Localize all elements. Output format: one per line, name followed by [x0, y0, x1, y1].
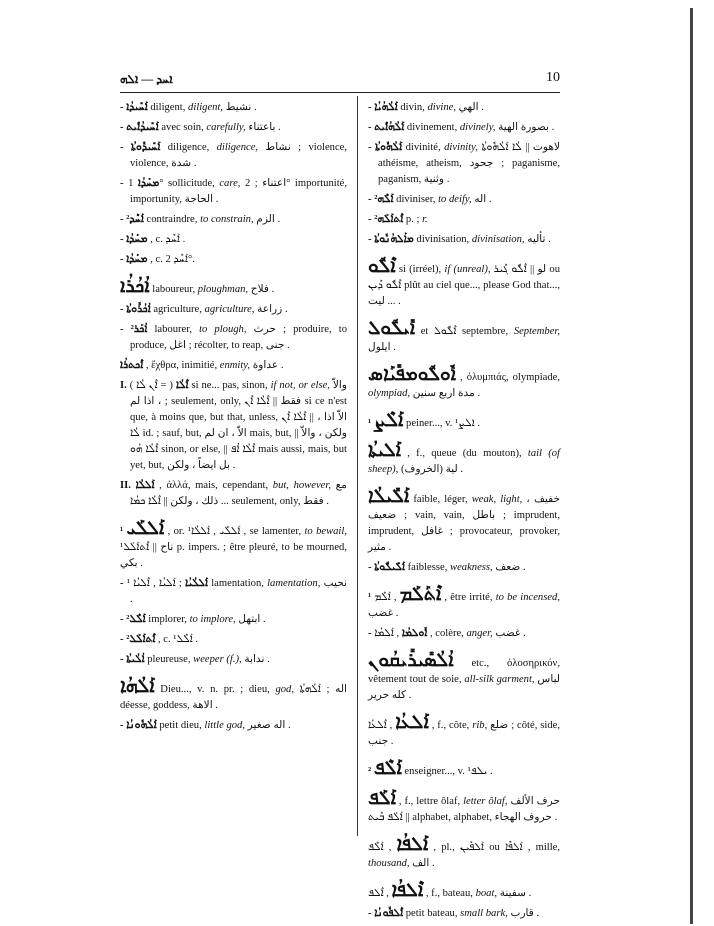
arabic-gloss: ناح || ܐܶܬܐܰܠܰܠ¹ p. impers. ; être pleuré, to be mourned, بكي .: [120, 542, 347, 569]
arabic-gloss: خفيف ، ضعيف ; vain, vain, باطل ; imprudent, imprudent, غافل ; provocateur, provoker, مثير .: [368, 494, 561, 553]
dictionary-entry: [120, 652, 347, 668]
arabic-gloss: نشيط .: [223, 102, 257, 113]
headword-syriac: ܐܳܟܳܪܳܐ: [120, 276, 150, 297]
arabic-gloss: اعتناء ; 2° importunité, importunity, الحاجة .: [130, 178, 347, 205]
english-gloss: divinity,: [444, 142, 478, 153]
definition-text: faiblesse,: [404, 562, 450, 573]
dictionary-entry: [120, 278, 347, 298]
definition-text: ; ܐܰܠܝܳܐ , ܐܶܠܝܳܐ ¹ lamentation,: [126, 578, 268, 589]
dictionary-entry: [368, 258, 560, 310]
right-column: [368, 100, 560, 926]
english-gloss: small bark,: [460, 908, 508, 919]
headword-syriac: ²ܐܶܬܐܰܠܰܗ: [374, 214, 404, 225]
english-gloss: all-silk garment,: [464, 674, 535, 685]
definition-text: , c.: [155, 634, 174, 645]
arabic-gloss: غضب .: [492, 628, 526, 639]
headword-syriac: ܡܐܰܠܗܳܢܽܘܬܳܐ: [374, 234, 414, 245]
english-gloss: boat,: [475, 888, 498, 899]
arabic-gloss: تأليه .: [524, 234, 551, 245]
entry-marker: ¹: [368, 418, 374, 429]
entry-marker: -: [368, 628, 375, 639]
headword-syriac: ܐܶܠܳܐ: [175, 380, 189, 391]
dictionary-entry: [368, 232, 560, 248]
dictionary-entry: [368, 836, 560, 872]
entry-marker: -: [120, 634, 127, 645]
headword-syriac: ܐܰܠܰܦ: [368, 788, 396, 809]
entry-marker: -: [120, 178, 129, 189]
dictionary-entry: [120, 176, 347, 208]
headword-syriac: ܐܰܠܝܬܳܐ: [368, 440, 402, 461]
entry-marker: -: [120, 720, 127, 731]
headword-syriac: ܐܰܠܳܗܳܐ: [120, 676, 155, 697]
arabic-gloss: حرث ; produire, to produce, اغل ; récolter, to reap, جنى .: [130, 324, 347, 351]
definition-text: , or. ¹ܐܰܠܠܺܝ , ܐܰܠܠܳܐ , se lamenter,: [164, 526, 305, 537]
english-gloss: anger,: [466, 628, 493, 639]
english-gloss: little god,: [204, 720, 245, 731]
running-head-syriac: ܐܚܕ — ܐܠܗ: [120, 72, 173, 86]
headword-syriac: ܡܚܰܕܳܐ: [126, 254, 148, 265]
entry-marker: -: [120, 304, 127, 315]
definition-text: 1° sollicitude,: [128, 178, 220, 189]
english-gloss: diligence,: [216, 142, 259, 153]
arabic-gloss: ندابة .: [241, 654, 270, 665]
running-header: [120, 72, 560, 90]
dictionary-entry: [368, 714, 560, 750]
definition-text: , ܐܰܠܶܡ , être irrité,: [374, 592, 496, 603]
definition-text: enseigner..., v.: [401, 766, 468, 777]
definition-text: , ἀλλά, mais, cependant,: [154, 480, 273, 491]
definition-text: diligent,: [147, 102, 189, 113]
english-gloss: agriculture,: [204, 304, 255, 315]
dictionary-entry: [368, 412, 560, 432]
page-number: 10: [546, 70, 560, 85]
english-gloss: divinely,: [459, 122, 496, 133]
definition-text: etc., ὁλοσηρικόν, vêtement tout de soie,: [368, 658, 560, 685]
dictionary-entry: [368, 120, 560, 136]
headword-syriac: ܐܽܘܠܡܳܐ: [401, 628, 428, 639]
headword-syriac: ܐܰܠܺܝܠܳܐ: [368, 486, 410, 507]
english-gloss: to be incensed,: [495, 592, 560, 603]
dictionary-entry: [120, 378, 347, 474]
english-gloss: letter ôlaf,: [463, 796, 508, 807]
dictionary-entry: [120, 576, 347, 608]
dictionary-entry: [120, 678, 347, 714]
english-gloss: if not, or else,: [270, 380, 330, 391]
headword-syriac: ܐܽܘܠܽܘܡܦܺܝܰܐܣ: [368, 364, 456, 385]
headword-syriac: ܐܰܠܦܳܐ: [396, 834, 429, 855]
headword-syriac: ܐܶܟܬܪܳܐ: [120, 360, 144, 371]
entry-marker: -: [120, 122, 127, 133]
english-gloss: September,: [513, 326, 560, 337]
entry-marker: -: [368, 102, 375, 113]
english-gloss: carefully,: [206, 122, 246, 133]
dictionary-entry: [368, 560, 560, 576]
definition-text: divin,: [397, 102, 428, 113]
column-separator: [357, 96, 358, 836]
entry-marker: -: [368, 562, 375, 573]
arabic-gloss: اله .: [471, 194, 492, 205]
definition-text: laboureur,: [149, 284, 198, 295]
dictionary-entry: [368, 192, 560, 208]
entry-marker: I.: [120, 380, 130, 391]
dictionary-entry: [368, 760, 560, 780]
english-gloss: to constrain,: [200, 214, 254, 225]
headword-syriac: ²ܐܰܠܶܠ: [126, 614, 146, 625]
arabic-gloss: ܐܰܚܶܕ .: [165, 234, 186, 245]
arabic-gloss: لباس كله حرير .: [368, 674, 560, 701]
entry-marker: -: [120, 102, 127, 113]
headword-syriac: ܐܰܠܠܳܐ: [135, 480, 155, 491]
english-gloss: r.: [422, 214, 428, 225]
english-gloss: tail (of sheep),: [368, 448, 561, 475]
definition-text: , ܐܶܠܦ , f., bateau,: [368, 888, 476, 899]
entry-marker: ²: [368, 766, 374, 777]
arabic-gloss: ¹ܐܰܠܶܠ .: [173, 634, 199, 645]
dictionary-entry: [120, 520, 347, 572]
entry-marker: -: [368, 234, 375, 245]
headword-syriac: ܐܰܠܳܗܳܐܺܝܬ: [374, 122, 405, 133]
english-gloss: to bewail,: [304, 526, 347, 537]
arabic-gloss: ¹ܐܠܨ .: [455, 418, 481, 429]
dictionary-entry: [368, 882, 560, 902]
arabic-gloss: نحيب .: [130, 578, 347, 605]
definition-text: , f., queue (du mouton),: [401, 448, 528, 459]
header-rule: [120, 92, 560, 93]
dictionary-entry: [368, 652, 560, 704]
english-gloss: ploughman,: [197, 284, 249, 295]
arabic-gloss: ايلول .: [368, 342, 396, 353]
dictionary-entry: [120, 718, 347, 734]
dictionary-entry: [368, 626, 560, 642]
arabic-gloss: باعتناء .: [245, 122, 281, 133]
english-gloss: weeper (f.),: [193, 654, 242, 665]
definition-text: p. ;: [403, 214, 423, 225]
dictionary-entry: [368, 442, 560, 478]
english-gloss: diligent,: [188, 102, 224, 113]
english-gloss: god,: [275, 684, 294, 695]
definition-text: ( = ܐܶܢ ܠܳܐ ) si ne... pas, sinon,: [129, 380, 271, 391]
arabic-gloss: بصورة الهية .: [495, 122, 555, 133]
headword-syriac: ܐܰܚܺܝܕܽܘܬܳܐ: [130, 142, 161, 153]
english-gloss: divine,: [427, 102, 456, 113]
entry-marker: ¹: [120, 526, 127, 537]
dictionary-entry: [368, 586, 560, 622]
dictionary-entry: [368, 100, 560, 116]
headword-syriac: ܐܶܠܦܳܐ: [391, 880, 424, 901]
english-gloss: olympiad,: [368, 388, 411, 399]
definition-text: , ܐܰܠܡܳܐ , colère,: [374, 628, 467, 639]
definition-text: avec soin,: [158, 122, 207, 133]
headword-syriac: ܐܰܠܶܨ: [373, 410, 404, 431]
headword-syriac: ܐܰܠܥܳܐ: [395, 712, 429, 733]
entry-marker: -: [120, 654, 127, 665]
arabic-gloss: ضعف .: [492, 562, 526, 573]
dictionary-entry: [368, 320, 560, 356]
headword-syriac: ܐܶܠܽܘ: [368, 256, 396, 277]
headword-syriac: ܐܰܠܠܰܝ: [126, 518, 165, 539]
headword-syriac: ܐܰܠܳܗܽܘܢܳܐ: [126, 720, 157, 731]
arabic-gloss: سفينة .: [497, 888, 532, 899]
definition-text: petit dieu,: [156, 720, 205, 731]
arabic-gloss: ¹ܝܠܦ .: [467, 766, 493, 777]
arabic-gloss: لو || ܐܶܠܽܘ ܓܶܝܪ ou ܐܶܠܽܘ ܕܶܝܢ plût au ciel que..., please God that..., ليت ... .: [368, 264, 560, 307]
headword-syriac: ܐܳܠܳܝܬܳܐ: [126, 654, 145, 665]
definition-text: et ܐܶܠܽܘܠ septembre,: [415, 326, 514, 337]
definition-text: peiner..., v.: [403, 418, 456, 429]
headword-syriac: ²ܐܰܠܶܗ: [374, 194, 394, 205]
headword-syriac: ²ܐܶܬܐܰܠܰܠ: [126, 634, 156, 645]
dictionary-entry: [120, 612, 347, 628]
dictionary-entry: [120, 100, 347, 116]
headword-syriac: ²ܐܳܟܰܪ: [130, 324, 148, 335]
dictionary-entry: [120, 120, 347, 136]
definition-text: Dieu..., v. n. pr. ; dieu,: [154, 684, 276, 695]
definition-text: , ἔχθρα, inimitié,: [143, 360, 220, 371]
dictionary-entry: [120, 302, 347, 318]
dictionary-entry: [120, 140, 347, 172]
headword-syriac: ܐܳܠܳܣܺܝܪܺܝܩܳܘܢ: [368, 650, 454, 671]
dictionary-entry: [120, 358, 347, 374]
dictionary-entry: [120, 322, 347, 354]
headword-syriac: ܡܚܰܕܳܐ: [126, 234, 148, 245]
english-gloss: thousand,: [368, 858, 410, 869]
english-gloss: to plough,: [199, 324, 247, 335]
english-gloss: if (unreal),: [444, 264, 491, 275]
dictionary-entry: [368, 212, 560, 228]
entry-marker: -: [120, 214, 127, 225]
entry-marker: ¹: [368, 592, 375, 603]
arabic-gloss: لية (الخروف) .: [398, 464, 464, 475]
dictionary-entry: [368, 790, 560, 826]
english-gloss: weak, light,: [471, 494, 523, 505]
definition-text: , c.: [147, 254, 166, 265]
dictionary-entry: [368, 366, 560, 402]
definition-text: faible, léger,: [409, 494, 472, 505]
entry-marker: -: [120, 142, 131, 153]
dictionary-entry: [120, 212, 347, 228]
arabic-gloss: نشاط ; violence, violence, شدة .: [130, 142, 347, 169]
dictionary-entry: [368, 140, 560, 188]
definition-text: divinement,: [404, 122, 460, 133]
definition-text: implorer,: [145, 614, 190, 625]
entry-marker: -: [368, 908, 375, 919]
english-gloss: divinisation,: [471, 234, 525, 245]
headword-syriac: ²ܐܰܚܶܕ: [126, 214, 144, 225]
arabic-gloss: فلاح .: [248, 284, 275, 295]
dictionary-entry: [368, 906, 560, 922]
dictionary-entry: [120, 478, 347, 510]
definition-text: divinité,: [402, 142, 445, 153]
definition-text: agriculture,: [150, 304, 205, 315]
arabic-gloss: لاهوت || ܠܳܐ ܐܰܠܳܗܽܘܬܳܐ athéisme, atheism, جحود ; paganisme, paganism, وثنية .: [378, 142, 560, 185]
arabic-gloss: عداوة .: [250, 360, 284, 371]
definition-text: contraindre,: [143, 214, 201, 225]
english-gloss: rib,: [472, 720, 488, 731]
arabic-gloss: ܐܰܚܶܕ 2°.: [165, 254, 195, 265]
definition-text: pleureuse,: [144, 654, 194, 665]
entry-marker: -: [368, 194, 375, 205]
dictionary-entry: [368, 488, 560, 556]
dictionary-entry: [120, 232, 347, 248]
definition-text: divinisation,: [413, 234, 472, 245]
entry-marker: -: [120, 324, 131, 335]
definition-text: diviniser,: [393, 194, 439, 205]
definition-text: , ὀλυμπιάς, olympiade,: [455, 372, 560, 383]
headword-syriac: ܐܺܝܠܽܘܠ: [368, 318, 416, 339]
entry-marker: -: [120, 254, 127, 265]
headword-syriac: ܐܳܟܳܪܽܘܬܳܐ: [126, 304, 151, 315]
english-gloss: to implore,: [189, 614, 236, 625]
definition-text: , ܐܶܠܥܳܐ , f., côte,: [368, 720, 473, 731]
definition-text: , f., lettre ôlaf,: [395, 796, 464, 807]
entry-marker: -: [368, 122, 375, 133]
arabic-gloss: حرف الألف || ܐܰܠܰܦ ܒܶܝܬ alphabet, alphabet, حروف الهجاء .: [368, 796, 560, 823]
headword-syriac: ܐܰܠܺܝܠܽܘܬܳܐ: [374, 562, 405, 573]
left-column: [120, 100, 347, 738]
headword-syriac: ܐܰܠܶܦ: [373, 758, 402, 779]
headword-syriac: ܐܰܠܳܗܳܝܳܐ: [374, 102, 398, 113]
english-gloss: to deify,: [438, 194, 472, 205]
headword-syriac: ܐܶܬܰܠܰܡ: [399, 584, 442, 605]
entry-marker: -: [120, 578, 127, 589]
definition-text: petit bateau,: [403, 908, 461, 919]
entry-marker: -: [120, 614, 127, 625]
english-gloss: enmity,: [219, 360, 251, 371]
definition-text: si (irréel),: [395, 264, 445, 275]
arabic-gloss: قارب .: [507, 908, 540, 919]
arabic-gloss: ضلع ; côté, side, جنب .: [368, 720, 560, 747]
dictionary-entry: [120, 632, 347, 648]
dictionary-entry: [120, 252, 347, 268]
arabic-gloss: ابتهل .: [235, 614, 266, 625]
arabic-gloss: مع ذلك ، ولكن || ܐܶܠܳܐ ܟܡܳܐ ... seulement, only, فقط .: [130, 480, 347, 507]
arabic-gloss: زراعة .: [254, 304, 288, 315]
headword-syriac: ܐܶܠܦܽܘܢܳܐ: [374, 908, 404, 919]
headword-syriac: ܐܰܠܳܗܽܘܬܳܐ: [375, 142, 403, 153]
definition-text: labourer,: [147, 324, 200, 335]
headword-syriac: ܡܚܰܕܳܐ: [137, 178, 160, 189]
scan-edge-line: [690, 8, 693, 924]
arabic-gloss: مدة اربع سنين .: [410, 388, 481, 399]
arabic-gloss: الهي .: [456, 102, 484, 113]
headword-syriac: ܐܰܠܠܳܝܳܐ: [185, 578, 209, 589]
arabic-gloss: اله صغير .: [245, 720, 291, 731]
definition-text: , ܐܰܠܶܦ , pl., ܐܰܠܦܺܝܢ ou ܐܰܠܦܶܐ , mille,: [368, 842, 561, 853]
entry-marker: -: [368, 214, 375, 225]
arabic-gloss: الف .: [409, 858, 435, 869]
english-gloss: care,: [219, 178, 241, 189]
english-gloss: but, however,: [272, 480, 331, 491]
arabic-gloss: غضب .: [368, 608, 399, 619]
headword-syriac: ܐܰܚܺܝܕܳܐܺܝܬ: [126, 122, 159, 133]
entry-marker: II.: [120, 480, 136, 491]
definition-text: diligence,: [160, 142, 217, 153]
arabic-gloss: والاّ ، اذا لم ; seulement, only, فقط || ܐܶܠܳܐ ܐܶܢ si ce n'est que, à moins que, but that, unless, الاّ اذا ، || ܐܶܠܳܐ ܐܶܢ ܠܳܐ id. ; sauf, but, الاّ ، ان لم mais, but, ولكن ، والاّ || ܐܶܠܳܐ ܗܳܘ sinon, or else, || ܐܶܠܳܐ ܐܳܦ mais aussi, mais, but yet, but, بل ايضاً ، ولكن .: [130, 380, 348, 471]
english-gloss: lamentation,: [267, 578, 321, 589]
headword-syriac: ܐܰܚܺܝܕܳܐ: [126, 102, 148, 113]
entry-marker: -: [120, 234, 127, 245]
arabic-gloss: الزم .: [253, 214, 281, 225]
english-gloss: weakness,: [450, 562, 493, 573]
entry-marker: -: [368, 142, 376, 153]
definition-text: , c.: [147, 234, 166, 245]
arabic-gloss: اله ; ܐܰܠܳܗܬܳܐ déesse, goddess, الاهة .: [120, 684, 347, 711]
